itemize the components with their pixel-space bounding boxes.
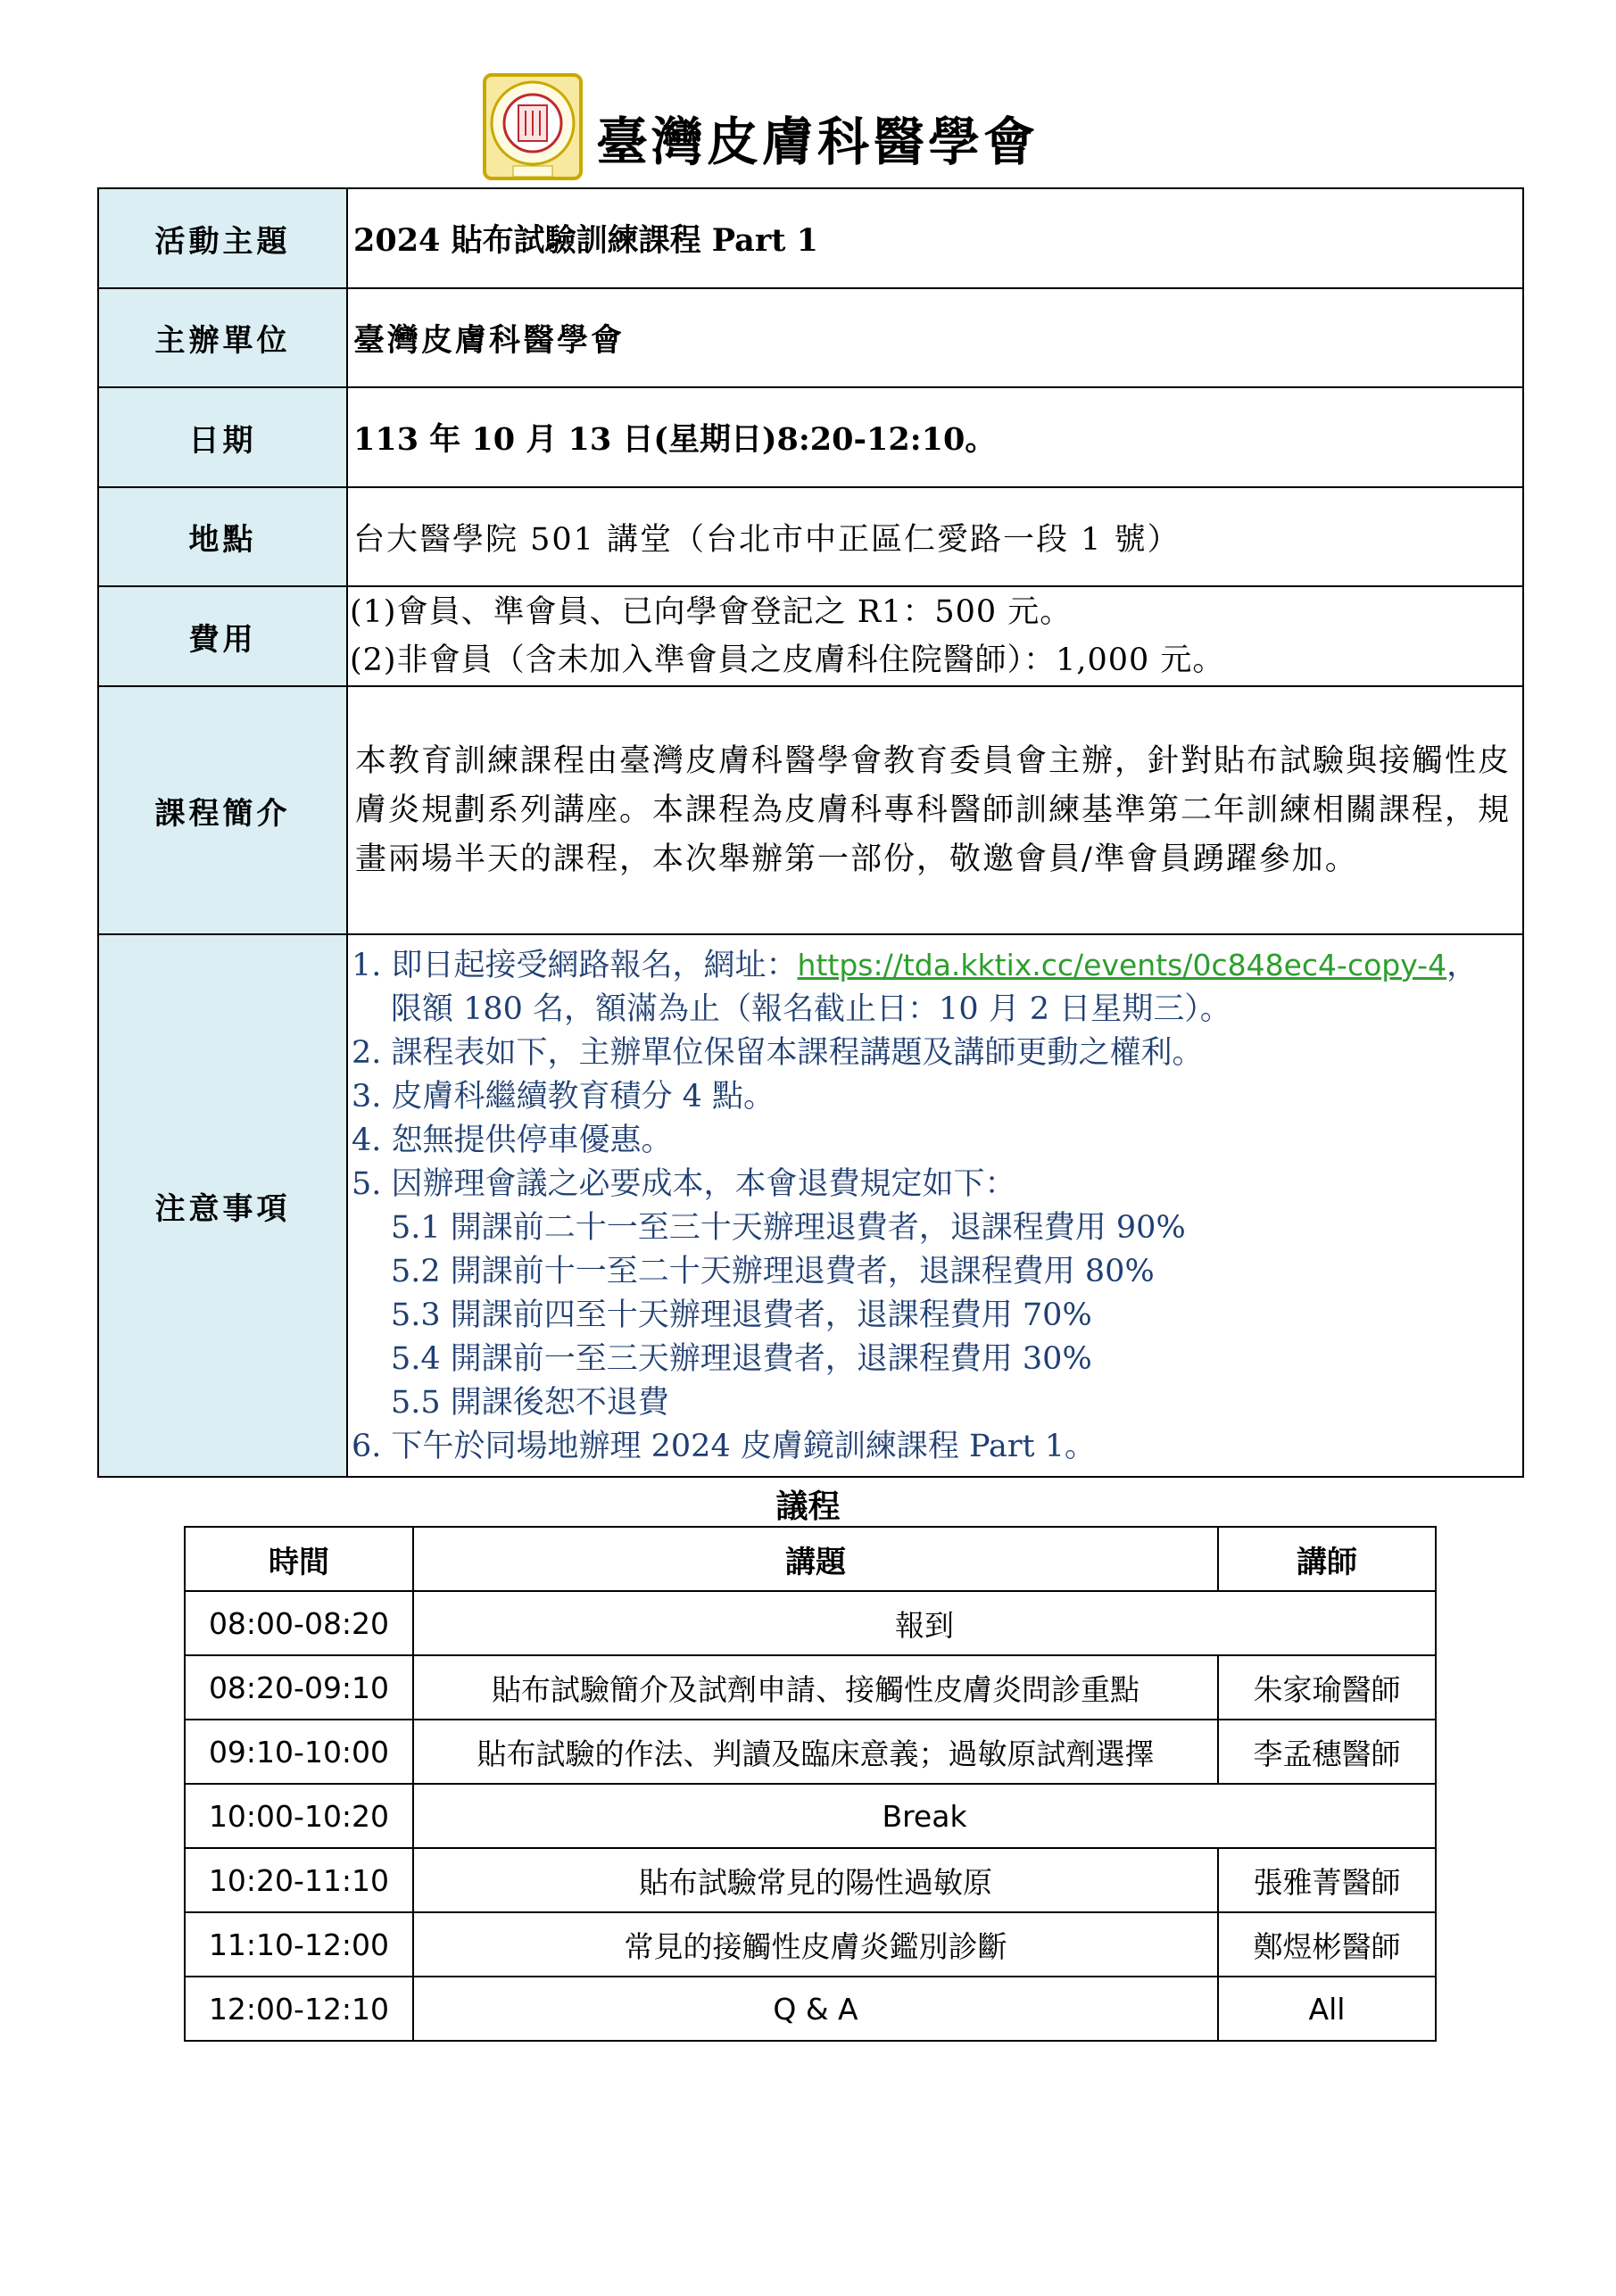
fee-value (347, 586, 1523, 686)
agenda-row (185, 1912, 1436, 1977)
topic-header: 講題 (413, 1527, 1218, 1591)
note-5-1: 5.1 開課前二十一至三十天辦理退費者，退課程費用 90% (391, 1209, 1186, 1246)
info-row-venue (98, 487, 1523, 586)
date-value: 113 年 10 月 13 日(星期日)8:20-12:10。 (347, 387, 1523, 487)
topic-value: 2024 貼布試驗訓練課程 Part 1 (347, 188, 1523, 288)
agenda-topic: 貼布試驗常見的陽性過敏原 (413, 1848, 1218, 1912)
agenda-topic: 報到 (413, 1591, 1436, 1655)
intro-text: 本教育訓練課程由臺灣皮膚科醫學會教育委員會主辦，針對貼布試驗與接觸性皮膚炎規劃系列講座。本課程為皮膚科專科醫師訓練基準第二年訓練相關課程，規畫兩場半天的課程，本次舉辦第一部份，敬邀會員/準會員踴躍參加。 (347, 686, 1523, 934)
agenda-topic: Q & A (413, 1977, 1218, 2041)
note-6: 6. 下午於同場地辦理 2024 皮膚鏡訓練課程 Part 1。 (352, 1428, 1097, 1464)
note-1-text: 1. 即日起接受網路報名，網址： (352, 947, 798, 983)
note-5-4: 5.4 開課前一至三天辦理退費者，退課程費用 30% (391, 1340, 1092, 1377)
topic-label: 活動主題 (98, 188, 347, 288)
info-row-notes (98, 934, 1523, 1477)
agenda-row (185, 1784, 1436, 1848)
notes-list (347, 934, 1523, 1477)
note-4: 4. 恕無提供停車優惠。 (352, 1122, 673, 1158)
info-row-fee (98, 586, 1523, 686)
agenda-row (185, 1977, 1436, 2041)
agenda-time: 08:00-08:20 (185, 1591, 413, 1655)
venue-value: 台大醫學院 501 講堂（台北市中正區仁愛路一段 1 號） (347, 487, 1523, 586)
agenda-speaker: 張雅菁醫師 (1218, 1848, 1436, 1912)
agenda-row (185, 1591, 1436, 1655)
info-row-topic (98, 188, 1523, 288)
agenda-time: 10:20-11:10 (185, 1848, 413, 1912)
info-row-organizer (98, 288, 1523, 387)
note-1-line2: 限額 180 名，額滿為止（報名截止日：10 月 2 日星期三）。 (391, 991, 1231, 1027)
note-5-2: 5.2 開課前十一至二十天辦理退費者，退課程費用 80% (391, 1253, 1155, 1289)
notes-label: 注意事項 (98, 934, 347, 1477)
agenda-time: 12:00-12:10 (185, 1977, 413, 2041)
fee-line-member: (1)會員、準會員、已向學會登記之 R1：500 元。 (350, 594, 1073, 630)
event-info-table (97, 187, 1524, 1478)
agenda-time: 10:00-10:20 (185, 1784, 413, 1848)
agenda-title: 議程 (775, 1488, 841, 1525)
agenda-speaker: 李孟穗醫師 (1218, 1720, 1436, 1784)
speaker-header: 講師 (1218, 1527, 1436, 1591)
agenda-topic: 常見的接觸性皮膚炎鑑別診斷 (413, 1912, 1218, 1977)
agenda-topic: 貼布試驗的作法、判讀及臨床意義；過敏原試劑選擇 (413, 1720, 1218, 1784)
organizer-label: 主辦單位 (98, 288, 347, 387)
agenda-table (184, 1526, 1437, 2042)
note-2: 2. 課程表如下，主辦單位保留本課程講題及講師更動之權利。 (352, 1034, 1204, 1071)
document-header (0, 70, 1616, 186)
registration-link[interactable]: https://tda.kktix.cc/events/0c848ec4-copy-4 (797, 947, 1447, 982)
agenda-row (185, 1655, 1436, 1720)
agenda-speaker: 鄭煜彬醫師 (1218, 1912, 1436, 1977)
date-label: 日期 (98, 387, 347, 487)
agenda-time: 09:10-10:00 (185, 1720, 413, 1784)
agenda-speaker: All (1218, 1977, 1436, 2041)
org-title: 臺灣皮膚科醫學會 (596, 112, 1040, 172)
note-3: 3. 皮膚科繼續教育積分 4 點。 (352, 1078, 775, 1115)
agenda-time: 08:20-09:10 (185, 1655, 413, 1720)
organizer-value: 臺灣皮膚科醫學會 (347, 288, 1523, 387)
agenda-topic: 貼布試驗簡介及試劑申請、接觸性皮膚炎問診重點 (413, 1655, 1218, 1720)
note-1-punct: ， (1446, 947, 1479, 983)
intro-label: 課程簡介 (98, 686, 347, 934)
fee-line-nonmember: (2)非會員（含未加入準會員之皮膚科住院醫師）：1,000 元。 (350, 642, 1225, 678)
time-header: 時間 (185, 1527, 413, 1591)
info-row-intro (98, 686, 1523, 934)
agenda-topic: Break (413, 1784, 1436, 1848)
venue-label: 地點 (98, 487, 347, 586)
agenda-row (185, 1848, 1436, 1912)
note-5-5: 5.5 開課後恕不退費 (391, 1384, 669, 1421)
association-logo-icon (483, 73, 583, 180)
note-5: 5. 因辦理會議之必要成本，本會退費規定如下： (352, 1165, 1016, 1202)
agenda-speaker: 朱家瑜醫師 (1218, 1655, 1436, 1720)
agenda-row (185, 1720, 1436, 1784)
note-5-3: 5.3 開課前四至十天辦理退費者，退課程費用 70% (391, 1297, 1092, 1333)
note-1 (352, 943, 1522, 988)
fee-label: 費用 (98, 586, 347, 686)
info-row-date (98, 387, 1523, 487)
agenda-header-row (185, 1527, 1436, 1591)
agenda-time: 11:10-12:00 (185, 1912, 413, 1977)
